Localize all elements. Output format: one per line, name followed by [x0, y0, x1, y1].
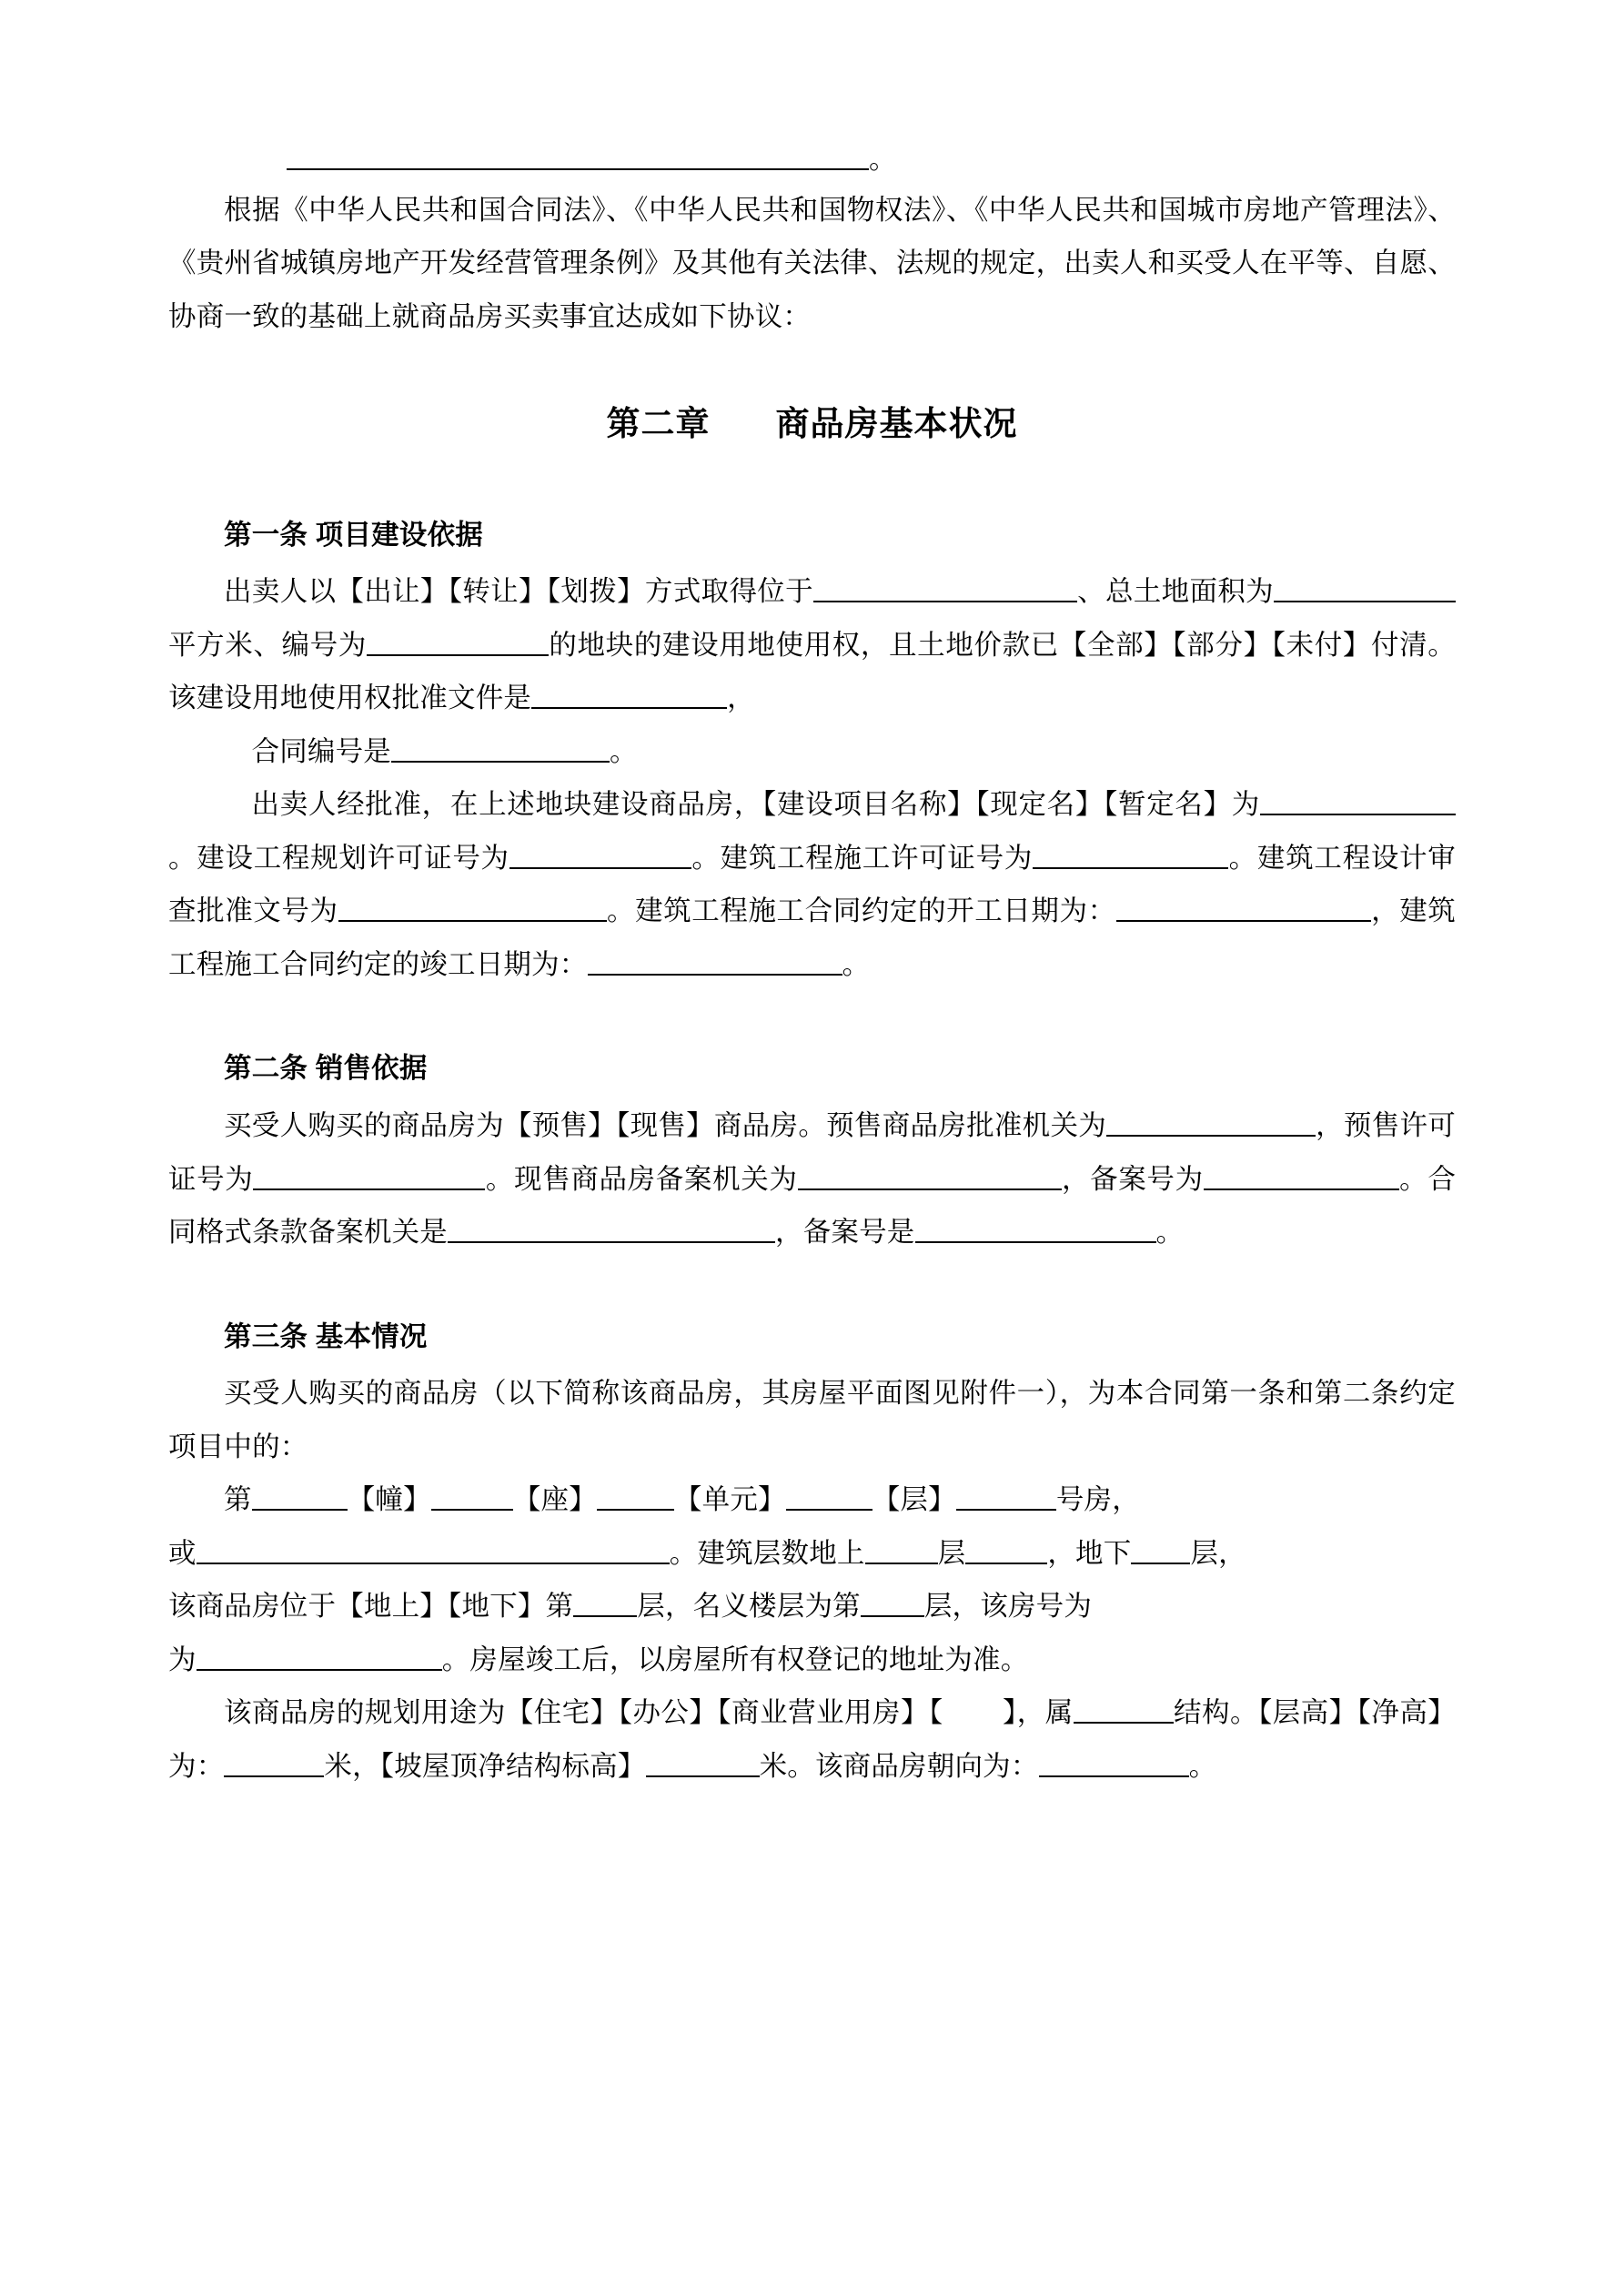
blank-field[interactable] [287, 137, 869, 170]
blank-field-record-no[interactable] [1204, 1156, 1399, 1189]
text-run: 第 [224, 1484, 252, 1516]
article2-body [168, 1099, 1456, 1259]
blank-field-presale-permit-no[interactable] [253, 1156, 485, 1189]
blank-field-above-ground-floors[interactable] [865, 1531, 938, 1564]
intro-paragraph: 根据《中华人民共和国合同法》、《中华人民共和国物权法》、《中华人民共和国城市房地产管理法》、《贵州省城镇房地产开发经营管理条例》及其他有关法律、法规的规定，出卖人和买受人在平等、自愿、协商一致的基础上就商品房买卖事宜达成如下协议： [168, 194, 1456, 332]
article1-paragraph2 [168, 725, 1456, 779]
blank-field-number[interactable] [367, 622, 549, 656]
text-run: 。建筑工程施工许可证号为 [691, 842, 1034, 874]
text-run: 米，【坡屋顶净结构标高】 [324, 1751, 646, 1783]
chapter-title [168, 391, 1456, 456]
blank-field-presale-authority[interactable] [1106, 1103, 1316, 1137]
top-blank-line-suffix: 。 [869, 144, 897, 176]
text-run: 合同编号是 [251, 735, 391, 767]
text-run: 出卖人以【出让】【转让】【划拨】方式取得位于 [224, 576, 813, 608]
blank-field-floors-extra[interactable] [965, 1531, 1047, 1564]
text-run: 【单元】 [673, 1484, 786, 1516]
article2-heading: 第二条 销售依据 [224, 1053, 428, 1085]
blank-field-height[interactable] [224, 1744, 324, 1777]
blank-field-contract-no[interactable] [391, 729, 610, 763]
text-run: 层， [1190, 1537, 1246, 1569]
text-run: 层，名义楼层为第 [637, 1591, 861, 1623]
article1-heading: 第一条 项目建设依据 [224, 519, 483, 551]
text-run: 的地块的建设用地使用权，且土地价款已【全部】【部分】【未付】付清。该建设用地使用权批准文件是 [168, 629, 1456, 714]
chapter-number: 第二章 [606, 404, 711, 442]
text-run: 该商品房位于【地上】【地下】第 [168, 1591, 574, 1623]
article3-body [168, 1367, 1456, 1793]
text-run: 。合同格式条款备案机关是 [168, 1163, 1457, 1249]
blank-field-address[interactable] [197, 1531, 670, 1564]
text-run: ，备案号是 [775, 1217, 915, 1249]
blank-field-building[interactable] [252, 1477, 348, 1511]
text-run: 该商品房的规划用途为【住宅】【办公】【商业营业用房】【 [224, 1697, 943, 1729]
blank-field-nominal-floor[interactable] [861, 1583, 924, 1617]
text-run: 层，该房号为 [923, 1591, 1093, 1623]
text-run: 、总土地面积为 [1076, 576, 1275, 608]
text-run: 。建筑工程施工合同约定的开工日期为： [606, 895, 1116, 927]
text-run: ，预售许可证号为 [168, 1110, 1456, 1195]
blank-field-project-name[interactable] [1260, 782, 1456, 815]
text-run: 买受人购买的商品房为【预售】【现售】商品房。预售商品房批准机关为 [224, 1110, 1107, 1141]
article1-paragraph1 [168, 565, 1456, 725]
article3-paragraph2-line3 [168, 1580, 1456, 1633]
text-run: 【座】 [512, 1484, 597, 1516]
text-run: 。建设工程规划许可证号为 [168, 842, 509, 874]
text-run: 。房屋竣工后，以房屋所有权登记的地址为准。 [441, 1644, 1029, 1675]
article3-paragraph2-line4 [168, 1633, 1456, 1687]
blank-field-roof-height[interactable] [646, 1744, 760, 1777]
text-run: 。 [842, 948, 871, 980]
chapter-name: 商品房基本状况 [775, 404, 1018, 442]
blank-field-structure[interactable] [1074, 1690, 1174, 1724]
blank-field-floor[interactable] [786, 1477, 873, 1511]
text-run: 平方米、编号为 [168, 629, 367, 661]
text-run: ，建筑工程施工合同约定的竣工日期为： [168, 895, 1456, 980]
blank-field-clause-record-authority[interactable] [448, 1209, 775, 1243]
article1-body [168, 565, 1456, 991]
blank-field-area[interactable] [1274, 569, 1456, 602]
text-run: 或 [168, 1537, 197, 1569]
article3-heading: 第三条 基本情况 [224, 1320, 428, 1352]
blank-field-orientation[interactable] [1039, 1744, 1189, 1777]
blank-field-unit[interactable] [597, 1477, 674, 1511]
article2-paragraph1 [168, 1099, 1456, 1259]
text-run: 米。该商品房朝向为： [759, 1751, 1039, 1783]
article3-paragraph3 [168, 1686, 1456, 1793]
text-run: 结构。【层高】【净高】为： [168, 1697, 1457, 1783]
article3-paragraph2-line2 [168, 1527, 1456, 1581]
text-run: 【层】 [872, 1484, 956, 1516]
article3-paragraph1: 买受人购买的商品房（以下简称该商品房，其房屋平面图见附件一），为本合同第一条和第二条约定项目中的： [168, 1378, 1456, 1462]
blank-field-record-authority[interactable] [798, 1156, 1062, 1189]
blank-field-room-number[interactable] [197, 1637, 442, 1671]
blank-field-construction-permit[interactable] [1033, 835, 1228, 869]
text-run: ，备案号为 [1061, 1163, 1204, 1195]
blank-field-underground-floors[interactable] [1131, 1531, 1190, 1564]
text-run: 出卖人经批准，在上述地块建设商品房，【建设项目名称】【现定名】【暂定名】为 [251, 789, 1260, 821]
text-run: 。 [1188, 1751, 1217, 1783]
top-blank-line [168, 137, 1456, 182]
blank-field-design-approval[interactable] [338, 888, 607, 922]
blank-field-room-no[interactable] [956, 1477, 1056, 1511]
article3-paragraph2 [168, 1473, 1456, 1527]
text-run: 。 [610, 735, 638, 767]
text-run: ， [727, 683, 755, 714]
text-run: 层 [937, 1537, 966, 1569]
blank-field-clause-record-no[interactable] [915, 1209, 1156, 1243]
blank-field-located-floor[interactable] [573, 1583, 637, 1617]
blank-field-location[interactable] [813, 569, 1077, 602]
text-run: 】，属 [1002, 1697, 1074, 1729]
text-run: 。现售商品房备案机关为 [485, 1163, 798, 1195]
blank-field-finish-date[interactable] [588, 942, 842, 976]
text-run: ，地下 [1047, 1537, 1132, 1569]
blank-field-start-date[interactable] [1116, 888, 1371, 922]
text-run: 。建筑层数地上 [669, 1537, 865, 1569]
text-run-prefix: 为 [168, 1644, 197, 1675]
blank-field-approval-doc[interactable] [531, 675, 727, 709]
text-run: 号房， [1055, 1484, 1140, 1516]
article1-paragraph3 [168, 778, 1456, 991]
text-run: 【幢】 [347, 1484, 431, 1516]
text-run: 。建筑工程设计审查批准文号为 [168, 842, 1456, 927]
document-body [168, 137, 1456, 1794]
blank-field-planning-permit[interactable] [509, 835, 691, 869]
blank-field-block[interactable] [431, 1477, 513, 1511]
text-run: 。 [1155, 1217, 1185, 1249]
